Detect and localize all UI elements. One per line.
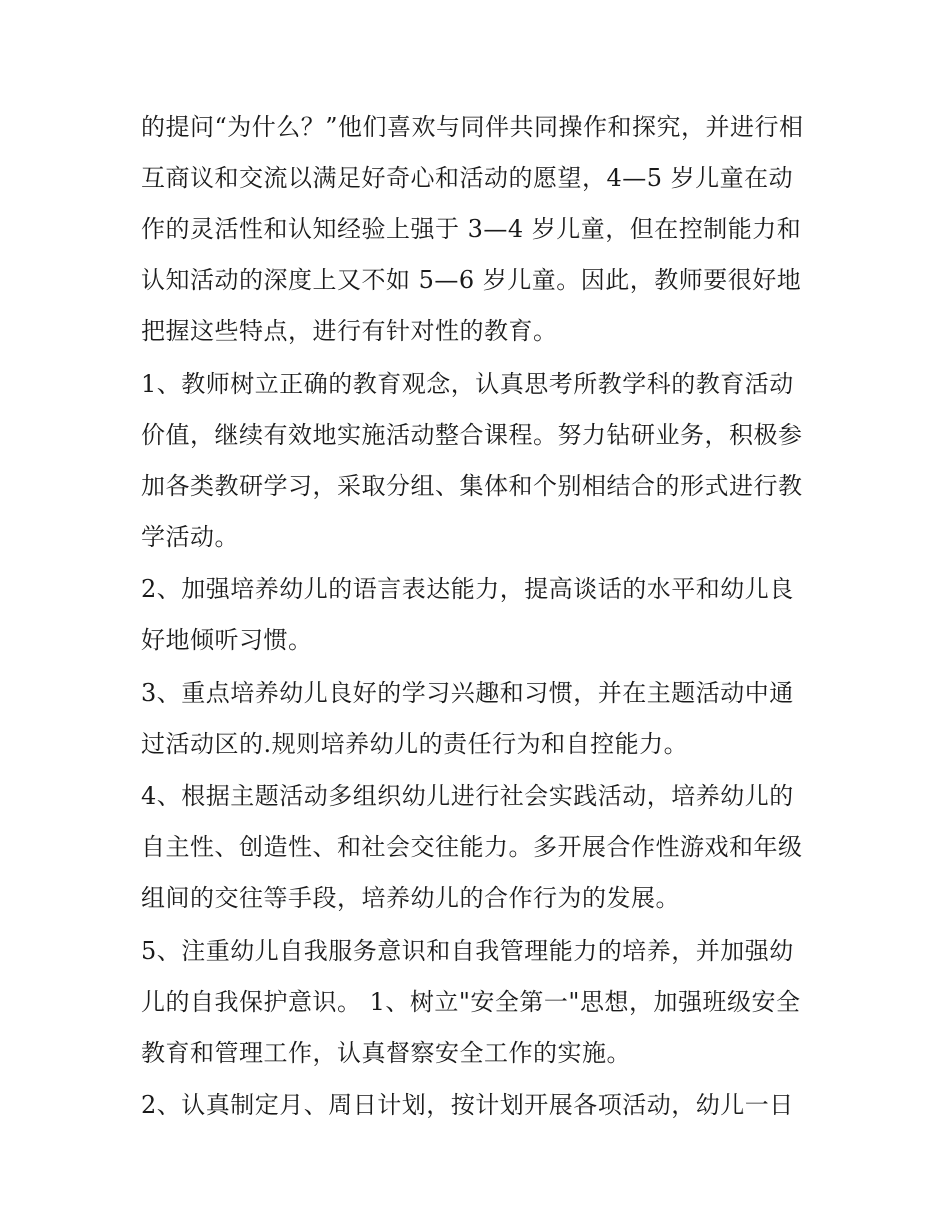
text-line: 价值，继续有效地实施活动整合课程。努力钻研业务，积极参 bbox=[141, 420, 803, 449]
paragraph bbox=[141, 102, 821, 357]
text-line: 好地倾听习惯。 bbox=[141, 626, 313, 654]
document-body bbox=[141, 102, 821, 1131]
paragraph bbox=[141, 771, 821, 924]
paragraph bbox=[141, 668, 821, 770]
text-line: 过活动区的.规则培养幼儿的责任行为和自控能力。 bbox=[141, 729, 689, 758]
text-line: 教育和管理工作，认真督察安全工作的实施。 bbox=[141, 1038, 631, 1067]
text-line: 学活动。 bbox=[141, 522, 239, 551]
paragraph bbox=[141, 564, 821, 666]
paragraph bbox=[141, 926, 821, 1079]
text-line: 加各类教研学习，采取分组、集体和个别相结合的形式进行教 bbox=[141, 471, 803, 500]
text-line: 组间的交往等手段，培养幼儿的合作行为的发展。 bbox=[141, 884, 680, 912]
text-line: 把握这些特点，进行有针对性的教育。 bbox=[141, 317, 558, 345]
text-line: 作的灵活性和认知经验上强于 3—4 岁儿童，但在控制能力和 bbox=[141, 215, 802, 243]
text-line: 2、加强培养幼儿的语言表达能力，提高谈话的水平和幼儿良 bbox=[141, 575, 794, 603]
text-line: 互商议和交流以满足好奇心和活动的愿望，4—5 岁儿童在动 bbox=[141, 164, 794, 192]
paragraph bbox=[141, 1080, 821, 1131]
text-line: 认知活动的深度上又不如 5—6 岁儿童。因此，教师要很好地 bbox=[141, 266, 802, 294]
text-line: 4、根据主题活动多组织幼儿进行社会实践活动，培养幼儿的 bbox=[141, 782, 794, 810]
text-line: 儿的自我保护意识。 1、树立"安全第一"思想，加强班级安全 bbox=[141, 987, 801, 1016]
text-line: 的提问“为什么？”他们喜欢与同伴共同操作和探究，并进行相 bbox=[141, 113, 804, 141]
text-line: 自主性、创造性、和社会交往能力。多开展合作性游戏和年级 bbox=[141, 833, 803, 861]
paragraph bbox=[141, 359, 821, 563]
text-line: 1、教师树立正确的教育观念，认真思考所教学科的教育活动 bbox=[141, 369, 794, 398]
text-line: 2、认真制定月、周日计划，按计划开展各项活动，幼儿一日 bbox=[141, 1091, 794, 1119]
text-line: 3、重点培养幼儿良好的学习兴趣和习惯，并在主题活动中通 bbox=[141, 678, 794, 707]
text-line: 5、注重幼儿自我服务意识和自我管理能力的培养，并加强幼 bbox=[141, 936, 794, 965]
